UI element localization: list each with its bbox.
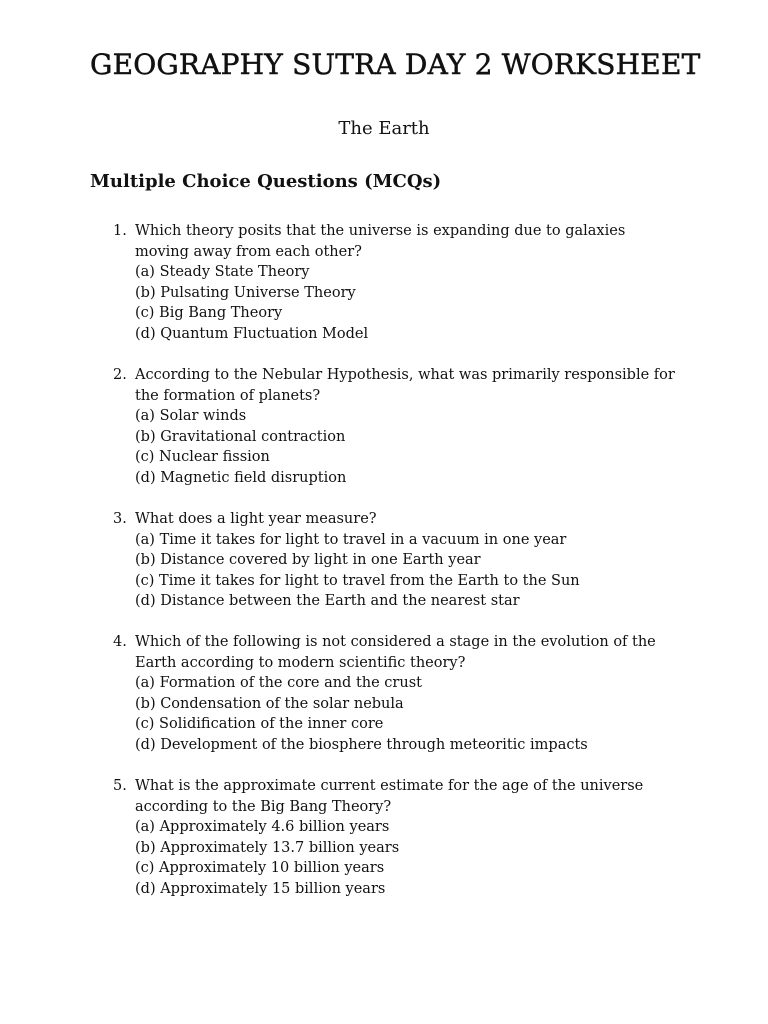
question-body	[135, 221, 680, 345]
answer-option: (b) Gravitational contraction	[135, 428, 346, 445]
answer-option: (d) Approximately 15 billion years	[135, 880, 386, 897]
answer-option: (c) Solidification of the inner core	[135, 716, 384, 733]
question-text: What does a light year measure?	[135, 511, 377, 527]
answer-option: (a) Formation of the core and the crust	[135, 675, 422, 692]
question-number: 3.	[113, 511, 127, 527]
question-number: 1.	[113, 223, 127, 239]
answer-option: (b) Pulsating Universe Theory	[135, 284, 356, 301]
answer-option: (b) Distance covered by light in one Earth year	[135, 552, 481, 569]
answer-option: (b) Condensation of the solar nebula	[135, 695, 404, 712]
answer-option: (c) Approximately 10 billion years	[135, 860, 385, 877]
answer-option: (d) Distance between the Earth and the nearest star	[135, 593, 520, 610]
question-text: Which of the following is not considered a stage in the evolution of the Earth according to modern scientific theory?	[135, 634, 656, 671]
answer-option: (a) Time it takes for light to travel in a vacuum in one year	[135, 531, 567, 548]
answer-option: (d) Magnetic field disruption	[135, 469, 347, 486]
answer-option: (a) Solar winds	[135, 408, 247, 425]
page-subtitle: The Earth	[338, 118, 430, 139]
answer-option: (c) Big Bang Theory	[135, 305, 283, 322]
answer-option: (c) Nuclear fission	[135, 449, 270, 466]
question-number: 4.	[113, 634, 127, 650]
answer-option: (a) Steady State Theory	[135, 264, 310, 281]
page-title: GEOGRAPHY SUTRA DAY 2 WORKSHEET	[90, 48, 701, 81]
question-text: What is the approximate current estimate for the age of the universe according to the Big Bang Theory?	[135, 778, 644, 815]
question-body	[135, 509, 680, 612]
question-text: According to the Nebular Hypothesis, what was primarily responsible for the formation of planets?	[135, 367, 675, 404]
answer-option: (c) Time it takes for light to travel from the Earth to the Sun	[135, 572, 580, 589]
question-number: 5.	[113, 778, 127, 794]
answer-option: (d) Development of the biosphere through meteoritic impacts	[135, 736, 588, 753]
answer-option: (a) Approximately 4.6 billion years	[135, 819, 390, 836]
question-body	[135, 776, 680, 900]
question-body	[135, 632, 680, 756]
section-heading: Multiple Choice Questions (MCQs)	[90, 171, 442, 192]
answer-option: (d) Quantum Fluctuation Model	[135, 325, 369, 342]
answer-option: (b) Approximately 13.7 billion years	[135, 839, 400, 856]
question-number: 2.	[113, 367, 127, 383]
question-body	[135, 365, 680, 489]
question-text: Which theory posits that the universe is expanding due to galaxies moving away from each other?	[135, 223, 626, 260]
